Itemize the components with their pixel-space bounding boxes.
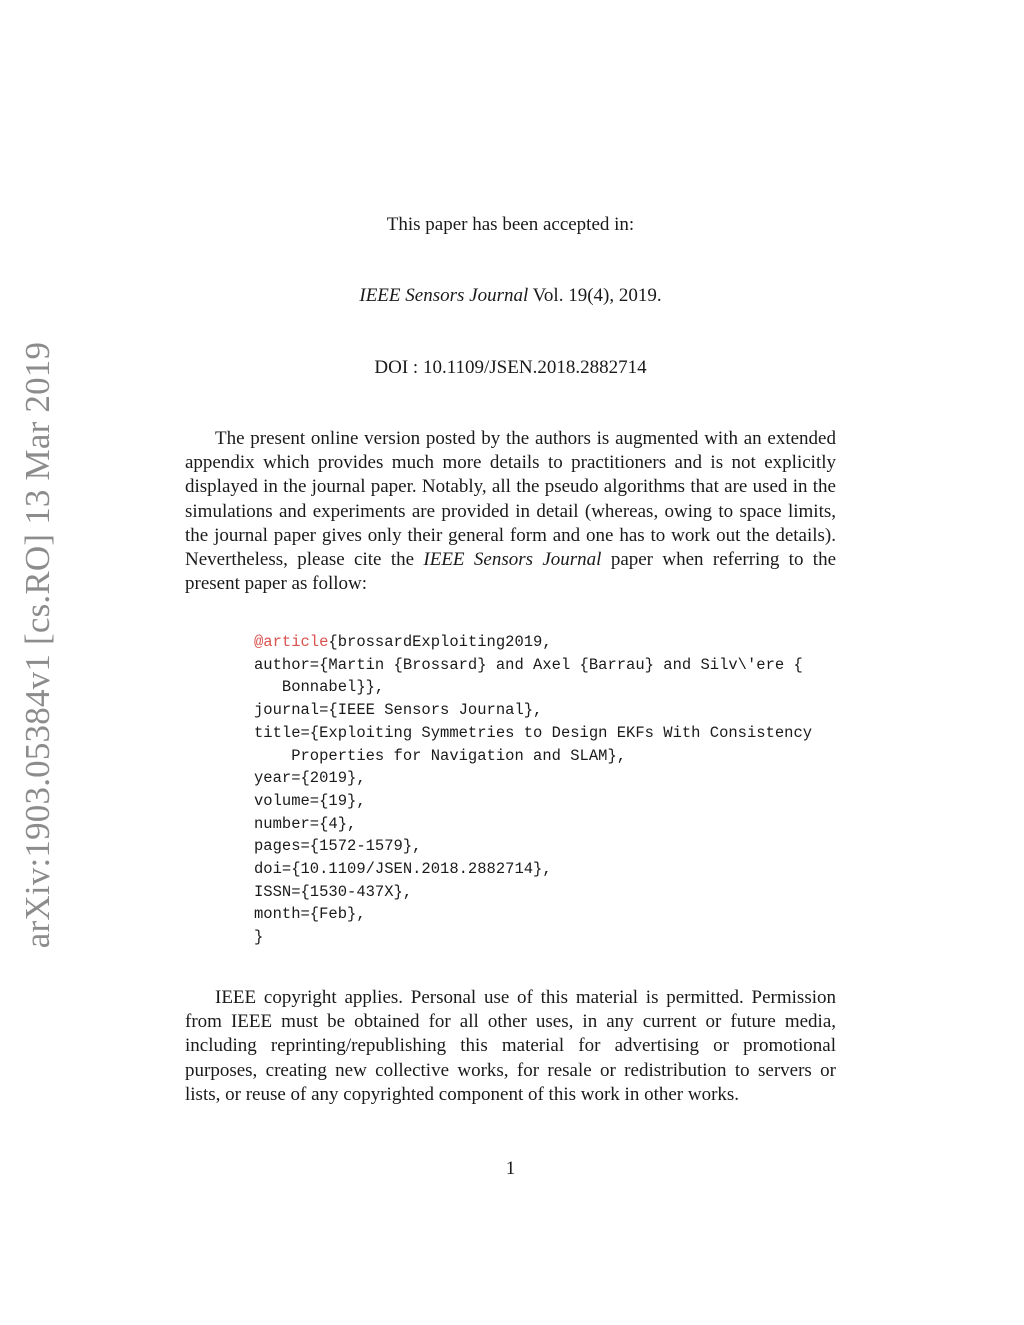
bibtex-line: } (254, 928, 264, 947)
bibtex-line: volume={19}, (254, 791, 366, 810)
bibtex-line: pages={1572-1579}, (254, 837, 422, 856)
bibtex-line: month={Feb}, (254, 905, 366, 924)
intro-paragraph (185, 427, 836, 596)
intro-journal-italic: IEEE Sensors Journal (423, 549, 602, 571)
journal-volume: Vol. 19(4), 2019. (528, 285, 662, 306)
bibtex-key: {brossardExploiting2019, (328, 633, 552, 651)
bibtex-line: year={2019}, (254, 769, 366, 788)
journal-name: IEEE Sensors Journal (359, 285, 529, 306)
bibtex-line: doi={10.1109/JSEN.2018.2882714}, (254, 860, 552, 879)
bibtex-keyword: @article (254, 633, 329, 651)
bibtex-line: number={4}, (254, 814, 357, 833)
intro-text-after: paper when referring to the present paper as follow: (185, 549, 837, 595)
journal-line (185, 284, 836, 308)
bibtex-line: title={Exploiting Symmetries to Design EKFs With Consistency (254, 723, 813, 742)
bibtex-line: Properties for Navigation and SLAM}, (254, 746, 627, 765)
bibtex-line: author={Martin {Brossard} and Axel {Barrau} and Silv\'ere { (254, 655, 803, 674)
page-number: 1 (505, 1158, 516, 1179)
copyright-paragraph (185, 986, 836, 1107)
arxiv-identifier: arXiv:1903.05384v1 [cs.RO] 13 Mar 2019 (18, 341, 58, 949)
bibtex-line: Bonnabel}}, (254, 678, 385, 697)
doi-line: DOI : 10.1109/JSEN.2018.2882714 (374, 357, 647, 378)
intro-text-before: The present online version posted by the authors is augmented with an extended appendix which provides much more details to practitioners and is not explicitly displayed in the journal paper. Notably, all the pseudo algorithms that are used in the simulations and experiments are provided in detail (whereas, owing to space limits, the journal paper gives only their general form and one has to work out the details). Nevertheless, please cite the (185, 428, 836, 571)
arxiv-sidebar-stamp (8, 341, 68, 949)
bibtex-line: journal={IEEE Sensors Journal}, (254, 701, 543, 720)
copyright-text: IEEE copyright applies. Personal use of this material is permitted. Permission from IEEE must be obtained for all other uses, in any current or future media, including reprinting/republishing this material for advertising or promotional purposes, creating new collective works, for resale or redistribution to servers or lists, or reuse of any copyrighted component of this work in other works. (185, 987, 836, 1105)
accepted-line: This paper has been accepted in: (386, 214, 635, 235)
bibtex-line: ISSN={1530-437X}, (254, 882, 413, 901)
bibtex-block (254, 631, 844, 949)
